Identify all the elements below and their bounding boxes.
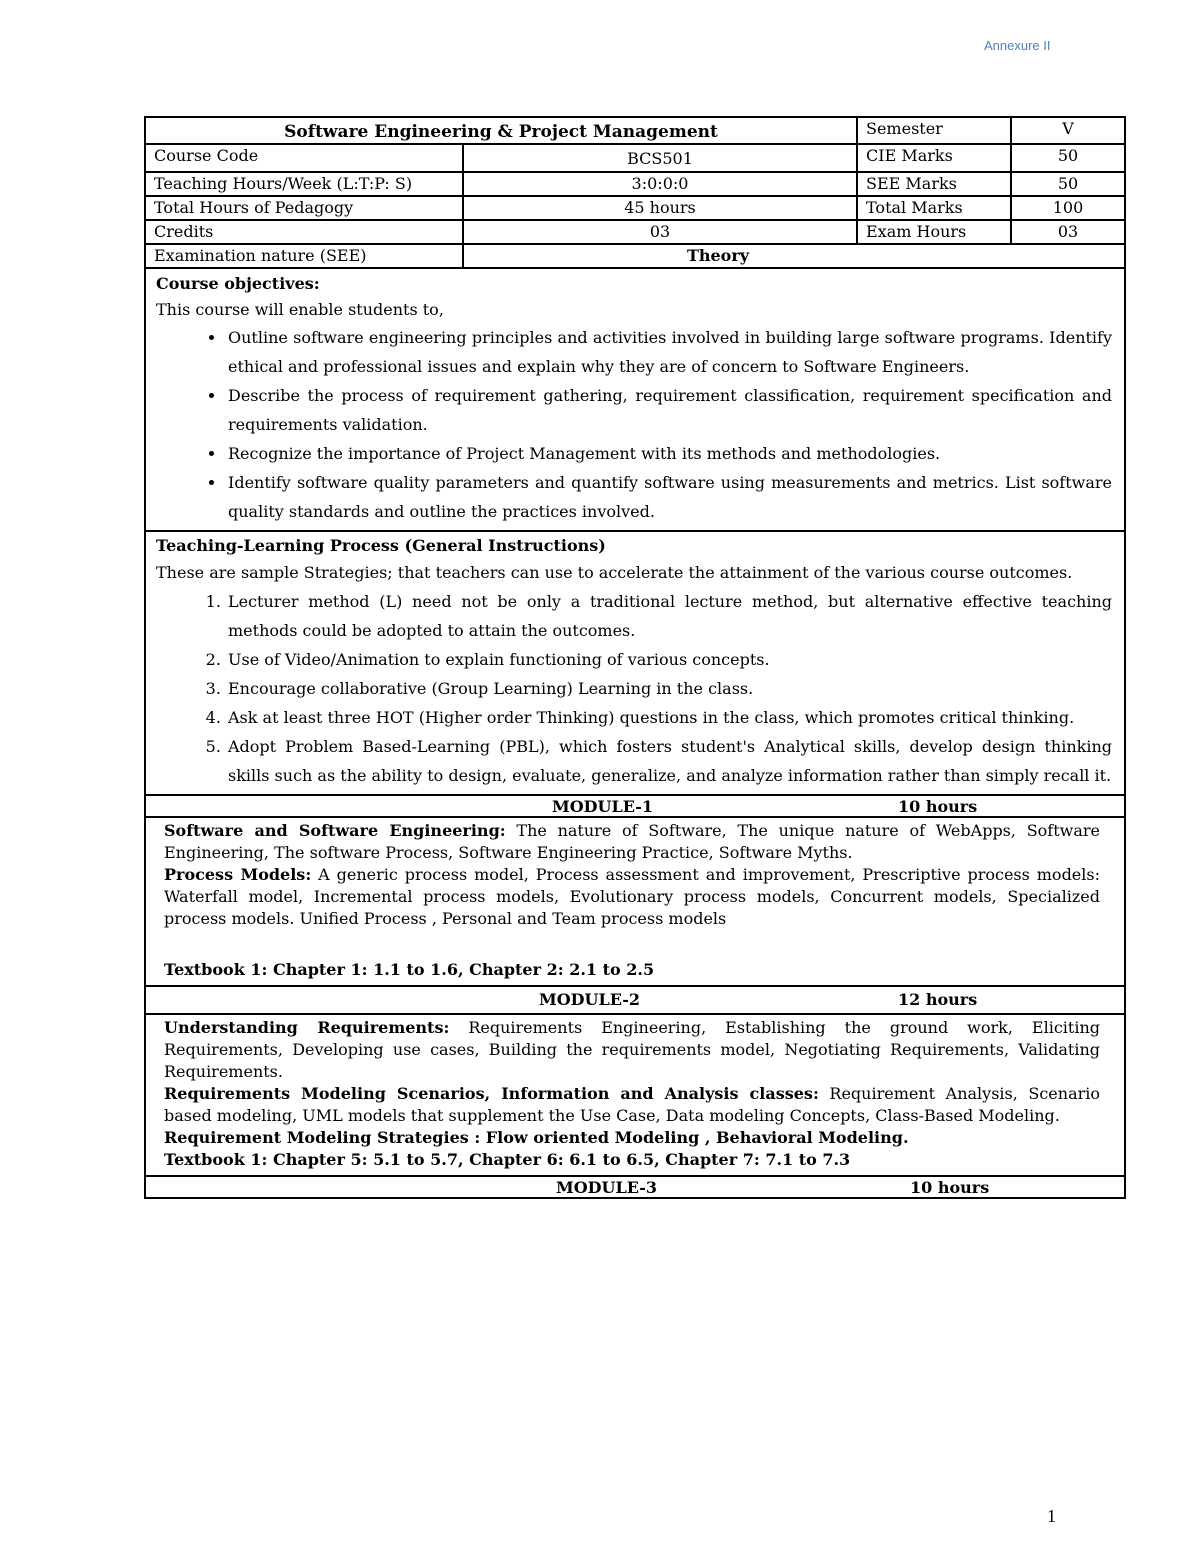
pedagogy-row: [145, 196, 1125, 220]
module-1-hours: 10 hours: [898, 797, 978, 816]
topic-heading: Requirement Modeling Strategies :: [164, 1128, 481, 1147]
topic-text: A generic process model, Process assessment and improvement, Prescriptive process models: Waterfall model, Incremental process models, Evolutionary process models, Concurrent models, Specialized process models. Unified Process , Personal and Team process models: [164, 865, 1100, 928]
module-2-topic-1: [164, 1017, 1100, 1083]
module-2-content: [145, 1014, 1125, 1176]
topic-heading: Understanding Requirements:: [164, 1018, 450, 1037]
module-2-topic-3: [164, 1127, 1100, 1149]
credits-value: 03: [463, 220, 857, 244]
pedagogy-value: 45 hours: [463, 196, 857, 220]
total-value: 100: [1011, 196, 1125, 220]
module-2-textbook: Textbook 1: Chapter 5: 5.1 to 5.7, Chapter 6: 6.1 to 6.5, Chapter 7: 7.1 to 7.3: [164, 1150, 851, 1169]
list-item: • Outline software engineering principles and activities involved in building large software programs. Identify ethical and professional issues and explain why they are of concern to Software Engineers.: [226, 323, 1112, 381]
cie-label: CIE Marks: [857, 144, 1011, 172]
module-2-hours: 12 hours: [898, 990, 978, 1009]
list-item: 1. Lecturer method (L) need not be only a traditional lecture method, but alternative effective teaching methods could be adopted to attain the outcomes.: [226, 587, 1112, 645]
course-title: Software Engineering & Project Management: [145, 117, 857, 144]
page-number: 1: [1047, 1506, 1056, 1526]
see-label: SEE Marks: [857, 172, 1011, 196]
see-value: 50: [1011, 172, 1125, 196]
pedagogy-label: Total Hours of Pedagogy: [145, 196, 463, 220]
list-item: 5. Adopt Problem Based-Learning (PBL), which fosters student's Analytical skills, develop design thinking skills such as the ability to design, evaluate, generalize, and analyze information rather than simply recall it.: [226, 732, 1112, 790]
topic-text: The nature of Software, The unique nature of WebApps, Software Engineering, The software Process, Software Engineering Practice, Software Myths.: [164, 821, 1101, 862]
objectives-heading: Course objectives:: [156, 274, 320, 293]
exam-hours-value: 03: [1011, 220, 1125, 244]
list-item: • Identify software quality parameters and quantify software using measurements and metrics. List software quality standards and outline the practices involved.: [226, 468, 1112, 526]
syllabus-table: [144, 116, 1126, 1199]
semester-label: Semester: [857, 117, 1011, 144]
module-1-content: [145, 817, 1125, 986]
list-item: 4. Ask at least three HOT (Higher order Thinking) questions in the class, which promotes critical thinking.: [226, 703, 1112, 732]
teaching-list: [156, 587, 1112, 790]
topic-text: Requirements Engineering, Establishing the ground work, Eliciting Requirements, Developing use cases, Building the requirements model, Negotiating Requirements, Validating Requirements.: [164, 1018, 1100, 1081]
objectives-list: [156, 323, 1112, 526]
module-2-header: [145, 986, 1125, 1014]
teaching-intro: These are sample Strategies; that teachers can use to accelerate the attainment of the various course outcomes.: [156, 563, 1073, 582]
objectives-row: [145, 268, 1125, 531]
topic-heading: Requirements Modeling Scenarios, Information and Analysis classes:: [164, 1084, 819, 1103]
cie-value: 50: [1011, 144, 1125, 172]
module-2-topic-2: [164, 1083, 1100, 1127]
topic-heading: Process Models:: [164, 865, 312, 884]
module-1-textbook: Textbook 1: Chapter 1: 1.1 to 1.6, Chapter 2: 2.1 to 2.5: [164, 960, 655, 979]
module-1-header: [145, 795, 1125, 817]
annexure-label: Annexure II: [984, 38, 1051, 53]
list-item: • Describe the process of requirement gathering, requirement classification, requirement specification and requirements validation.: [226, 381, 1112, 439]
credits-label: Credits: [145, 220, 463, 244]
list-item: 3. Encourage collaborative (Group Learning) Learning in the class.: [226, 674, 1112, 703]
course-code-row: [145, 144, 1125, 172]
hours-value: 3:0:0:0: [463, 172, 857, 196]
objectives-intro: This course will enable students to,: [156, 300, 444, 319]
list-item: 2. Use of Video/Animation to explain functioning of various concepts.: [226, 645, 1112, 674]
module-3-name: MODULE-3: [556, 1178, 657, 1197]
topic-heading: Software and Software Engineering:: [164, 821, 506, 840]
exam-hours-label: Exam Hours: [857, 220, 1011, 244]
list-item: • Recognize the importance of Project Management with its methods and methodologies.: [226, 439, 1112, 468]
exam-nature-row: [145, 244, 1125, 268]
semester-value: V: [1011, 117, 1125, 144]
course-code-label: Course Code: [145, 144, 463, 172]
module-1-topic-2: [164, 864, 1100, 930]
teaching-heading: Teaching-Learning Process (General Instructions): [156, 536, 606, 555]
module-2-name: MODULE-2: [539, 990, 640, 1009]
module-1-name: MODULE-1: [552, 797, 653, 816]
hours-row: [145, 172, 1125, 196]
module-3-hours: 10 hours: [910, 1178, 990, 1197]
hours-label: Teaching Hours/Week (L:T:P: S): [145, 172, 463, 196]
exam-nature-label: Examination nature (SEE): [145, 244, 463, 268]
total-label: Total Marks: [857, 196, 1011, 220]
course-code-value: BCS501: [463, 144, 857, 172]
teaching-row: [145, 531, 1125, 795]
topic-text: Requirement Analysis, Scenario based modeling, UML models that supplement the Use Case, Data modeling Concepts, Class-Based Modeling.: [164, 1084, 1101, 1125]
exam-nature-value: Theory: [463, 244, 1125, 268]
topic-text: Flow oriented Modeling , Behavioral Modeling.: [480, 1128, 909, 1147]
module-3-header: [145, 1176, 1125, 1198]
module-1-topic-1: [164, 820, 1100, 864]
title-row: [145, 117, 1125, 144]
credits-row: [145, 220, 1125, 244]
